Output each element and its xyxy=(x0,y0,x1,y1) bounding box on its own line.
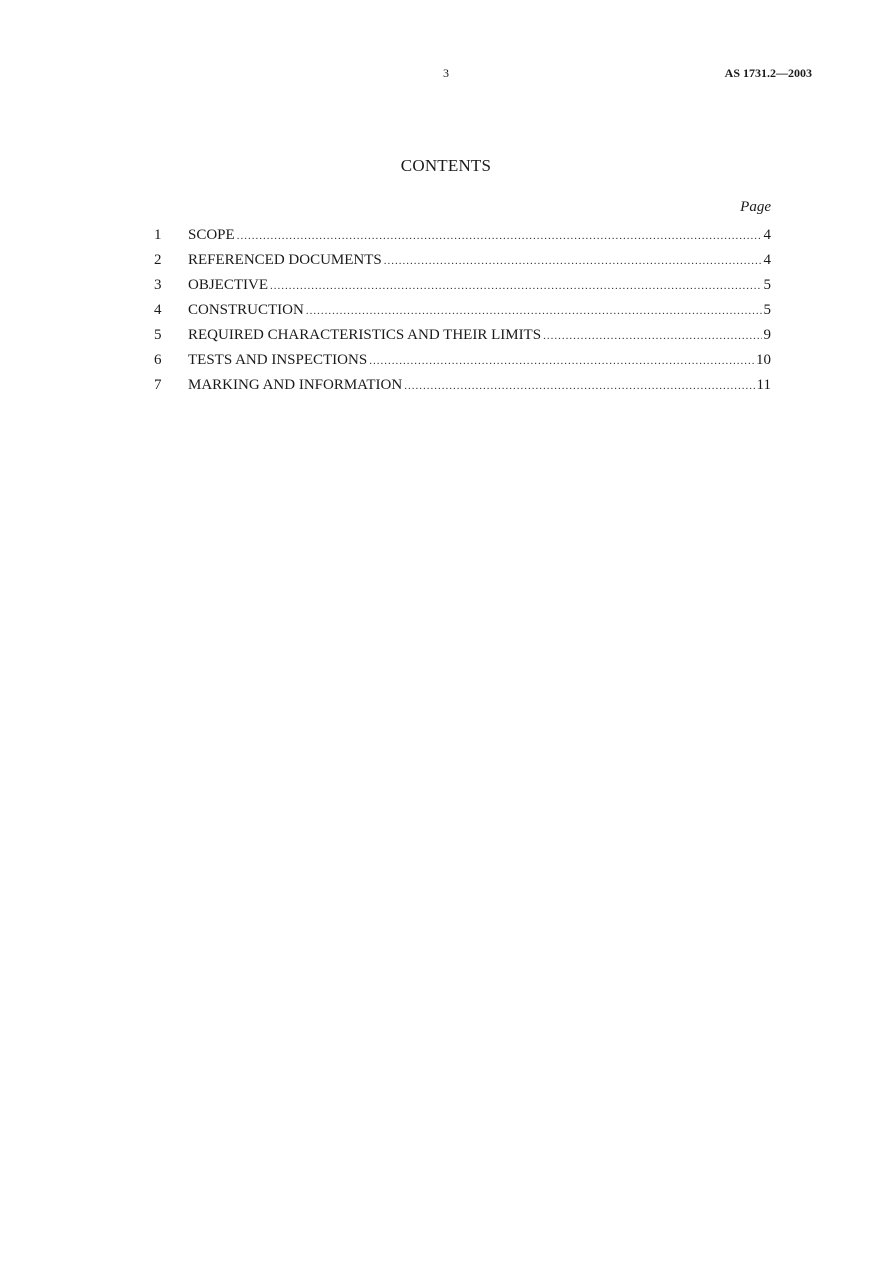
toc-dot-leader xyxy=(306,299,762,324)
toc-entry-scope[interactable] xyxy=(154,223,771,248)
toc-entry-page: 5 xyxy=(763,302,771,318)
toc-entry-title: CONSTRUCTION xyxy=(188,302,304,318)
toc-entry-tests-and-inspections[interactable] xyxy=(154,348,771,373)
toc-entry-number: 4 xyxy=(154,302,162,318)
table-of-contents xyxy=(154,223,771,398)
toc-entry-title: REQUIRED CHARACTERISTICS AND THEIR LIMITS xyxy=(188,327,542,343)
toc-entry-number: 6 xyxy=(154,352,162,368)
toc-entry-objective[interactable] xyxy=(154,273,771,298)
page-column-label: Page xyxy=(740,199,771,215)
toc-entry-title: TESTS AND INSPECTIONS xyxy=(188,352,368,368)
page-number: 3 xyxy=(443,66,449,80)
standard-identifier: AS 1731.2—2003 xyxy=(724,66,812,80)
toc-dot-leader xyxy=(369,349,754,374)
toc-entry-title: OBJECTIVE xyxy=(188,277,268,293)
toc-entry-number: 2 xyxy=(154,252,162,268)
toc-entry-required-characteristics[interactable] xyxy=(154,323,771,348)
toc-entry-number: 3 xyxy=(154,277,162,293)
toc-dot-leader xyxy=(404,374,754,399)
contents-heading: CONTENTS xyxy=(400,156,492,175)
toc-entry-number: 1 xyxy=(154,227,162,243)
toc-entry-marking-and-information[interactable] xyxy=(154,373,771,398)
toc-entry-page: 10 xyxy=(756,352,771,368)
toc-entry-page: 4 xyxy=(763,252,771,268)
toc-entry-page: 4 xyxy=(763,227,771,243)
toc-dot-leader xyxy=(237,224,762,249)
toc-entry-page: 11 xyxy=(756,377,771,393)
toc-entry-title: SCOPE xyxy=(188,227,235,243)
toc-dot-leader xyxy=(543,324,761,349)
toc-dot-leader xyxy=(270,274,762,299)
toc-entry-number: 7 xyxy=(154,377,162,393)
toc-entry-number: 5 xyxy=(154,327,162,343)
toc-dot-leader xyxy=(384,249,762,274)
toc-entry-page: 9 xyxy=(763,327,771,343)
toc-entry-referenced-documents[interactable] xyxy=(154,248,771,273)
toc-entry-title: REFERENCED DOCUMENTS xyxy=(188,252,382,268)
toc-entry-title: MARKING AND INFORMATION xyxy=(188,377,403,393)
toc-entry-page: 5 xyxy=(763,277,771,293)
toc-entry-construction[interactable] xyxy=(154,298,771,323)
